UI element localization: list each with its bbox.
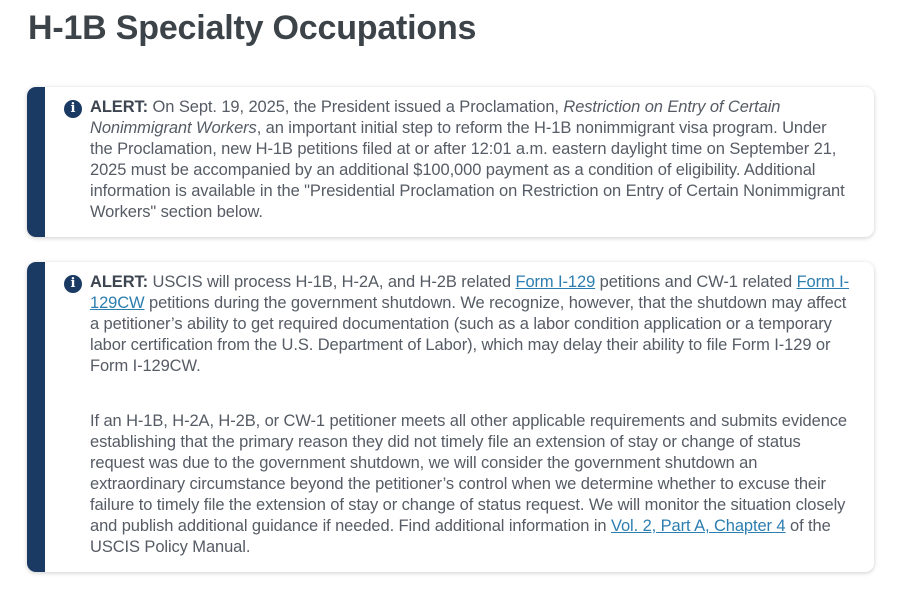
alert-paragraph: ALERT: On Sept. 19, 2025, the President issued a Proclamation, Restriction on Entry of Certain Nonimmigrant Workers, an important initial step to reform the H-1B nonimmigrant visa program. Under the Proclamation, new H-1B petitions filed at or after 12:01 a.m. eastern daylight time on September 21, 2025 must be accompanied by an additional $100,000 payment as a condition of eligibility. Additional information is available in the "Presidential Proclamation on Restriction on Entry of Certain Nonimmigrant Workers" section below. — [90, 98, 845, 222]
alert-box-proclamation — [27, 87, 874, 237]
alerts-section — [27, 87, 874, 572]
italic-citation: Restriction on Entry of Certain Nonimmigrant Workers — [90, 98, 781, 138]
page-title: H-1B Specialty Occupations — [28, 9, 477, 47]
alert-content — [45, 262, 874, 572]
alert-paragraph: ALERT: USCIS will process H-1B, H-2A, and H-2B related Form I-129 petitions and CW-1 related Form I-129CW petitions during the government shutdown. We recognize, however, that the shutdown may affect a petitioner’s ability to get required documentation (such as a labor condition application or a temporary labor certification from the U.S. Department of Labor), which may delay their ability to file Form I-129 or Form I-129CW. — [90, 273, 850, 376]
alert-box-shutdown — [27, 262, 874, 572]
alert-accent-bar — [27, 262, 45, 572]
alert-accent-bar — [27, 87, 45, 237]
form-i-129-link[interactable]: Form I-129 — [515, 273, 596, 292]
alert-text — [90, 97, 850, 223]
form-i-129cw-link[interactable]: Form I-129CW — [90, 273, 850, 313]
info-icon: i — [64, 100, 82, 118]
alert-label: ALERT: — [90, 273, 153, 292]
alert-label: ALERT: — [90, 98, 153, 117]
alert-paragraph: If an H-1B, H-2A, H-2B, or CW-1 petitioner meets all other applicable requirements and submits evidence establishing that the primary reason they did not timely file an extension of stay or change of status request was due to the government shutdown, we will consider the government shutdown an extraordinary circumstance beyond the petitioner’s control when we determine whether to excuse their failure to timely file the extension of stay or change of status request. We will monitor the situation closely and publish additional guidance if needed. Find additional information in Vol. 2, Part A, Chapter 4 of the USCIS Policy Manual. — [90, 412, 847, 557]
alert-text — [90, 272, 850, 558]
info-icon: i — [64, 275, 82, 293]
policy-manual-vol2-parta-ch4-link[interactable]: Vol. 2, Part A, Chapter 4 — [610, 517, 786, 536]
alert-content — [45, 87, 874, 237]
